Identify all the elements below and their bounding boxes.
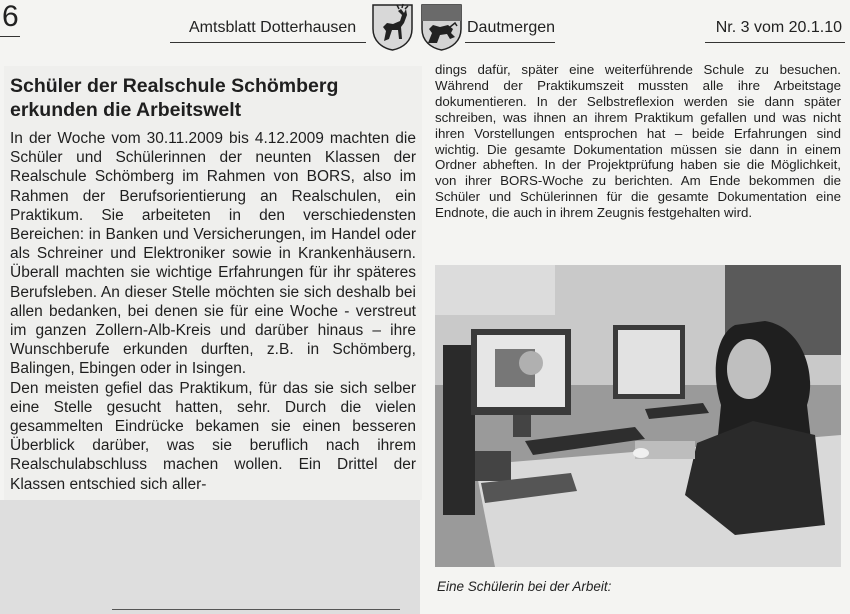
header-rule-center-right [465, 42, 555, 43]
empty-gray-area [0, 500, 420, 614]
lion-coat-of-arms-icon [420, 3, 463, 51]
page-number: 6 [2, 0, 19, 33]
divider-line [112, 609, 400, 610]
issue-label: Nr. 3 vom 20.1.10 [715, 19, 842, 36]
deer-coat-of-arms-icon [371, 3, 414, 51]
municipality-title: Dautmergen [467, 19, 556, 36]
article-photo [435, 265, 841, 567]
photo-caption: Eine Schülerin bei der Arbeit: [437, 579, 612, 594]
page-header [0, 0, 850, 56]
newsletter-title: Amtsblatt Dotterhausen [189, 19, 357, 36]
article-headline: Schüler der Realschule Schömberg erkunden die Arbeitswelt [10, 75, 339, 121]
article-paragraph: In der Woche vom 30.11.2009 bis 4.12.2009 machten die Schüler und Schülerinnen der neunten Klassen der Realschule Schömberg im Rahmen von BORS, also im Rahmen der Berufsorientierung an Realschulen, ein Praktikum. Sie arbeiteten in den verschiedensten Bereichen: in Banken und Versicherungen, im Handel oder als Schreiner und Elektroniker sowie in Krankenhäusern. Überall machten sie wichtige Erfahrungen für ihr späteres Berufsleben. An dieser Stelle möchten sie sich deshalb bei allen bedanken, bei denen sie für eine Woche - verstreut im ganzen Zollern-Alb-Kreis und darüber hinaus – ihre Wunschberufe erkunden durften, z.B. in Schömberg, Balingen, Ebingen oder in Isingen. [10, 130, 416, 378]
header-rule-left [0, 36, 20, 37]
header-rule-right [705, 42, 845, 43]
article-body [10, 129, 416, 494]
article-paragraph: Den meisten gefiel das Praktikum, für das sie sich selber eine Stelle gesucht hatten, sehr. Durch die vielen gesammelten Eindrücke bekamen sie einen besseren Überblick darüber, was sie beruflich nach ihrem Realschulabschluss machen wollen. Ein Drittel der Klassen entschied sich aller- [10, 379, 416, 493]
header-rule-center-left [170, 42, 366, 43]
article-left-column [4, 66, 422, 500]
article-continuation: dings dafür, später eine weiterführende Schule zu besuchen. Während der Praktikumszeit mussten alle ihre Arbeitstage dokumentieren. In der Selbstreflexion werden sie dann später schreiben, was ihnen an ihrem Praktikum gefallen und was nicht ihren Vorstellungen entsprochen hat – beide Erfahrungen sind wichtig. Die gesamte Dokumentation müssen sie dann in einem Ordner abheften. In der Projektprüfung haben sie die Möglichkeit, von ihrer BORS-Woche zu berichten. Am Ende bekommen die Schüler und Schülerinnen für die gesamte Dokumentation eine Endnote, die auch in ihrem Zeugnis festgehalten wird. [435, 62, 841, 221]
